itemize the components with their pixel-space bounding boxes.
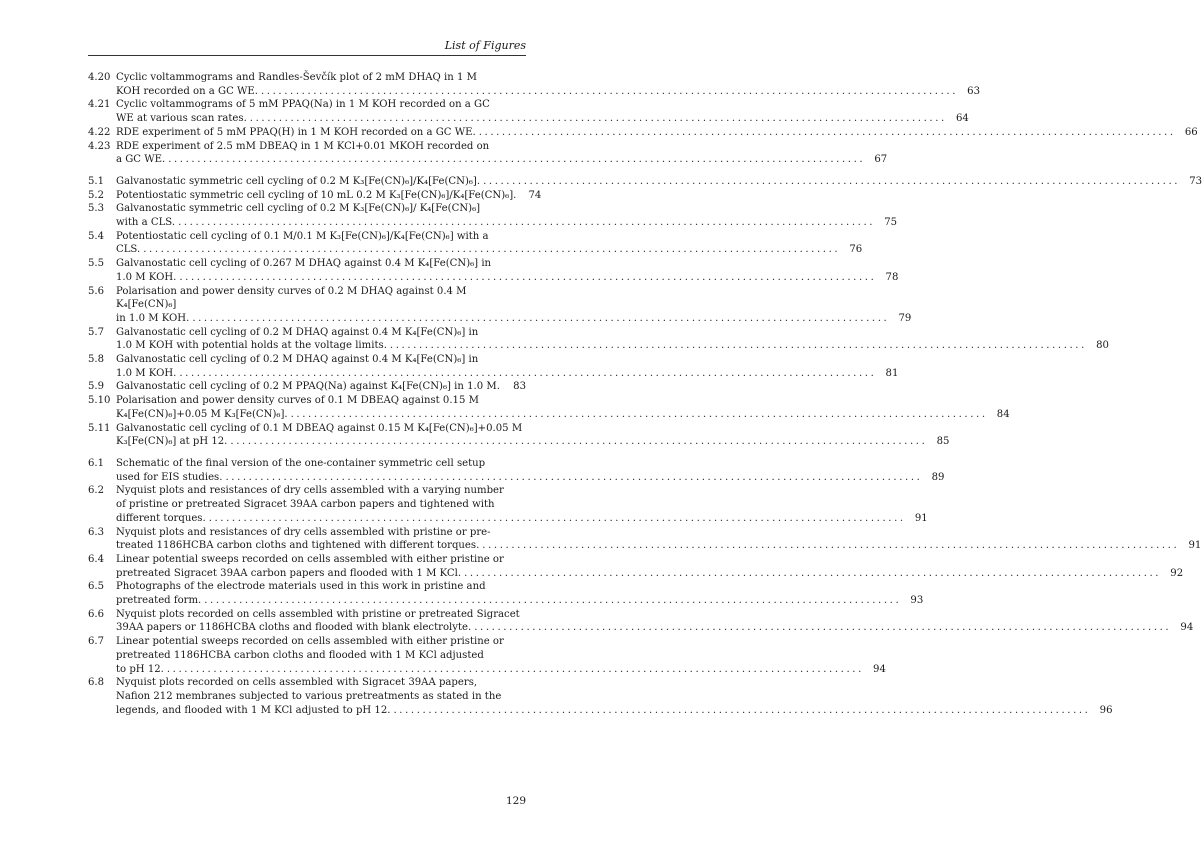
figure-entry[interactable]	[88, 553, 1184, 580]
figure-caption	[116, 140, 888, 167]
caption-line: used for EIS studies.	[116, 471, 223, 483]
figure-caption	[116, 257, 899, 284]
caption-last-line	[116, 85, 981, 99]
caption-last-line	[116, 380, 526, 394]
figure-page-number[interactable]: 89	[931, 471, 945, 483]
caption-line: RDE experiment of 5 mM PPAQ(H) in 1 M KOH recorded on a GC WE.	[116, 126, 476, 138]
dot-leader: ........................................................................................................................	[143, 244, 841, 256]
figure-entry[interactable]	[88, 140, 888, 167]
figure-entry[interactable]	[88, 353, 899, 380]
figure-number: 6.6	[88, 608, 105, 620]
dot-leader: ........................................................................................................................	[483, 175, 1181, 187]
caption-last-line	[116, 271, 899, 285]
figure-number: 5.6	[88, 285, 105, 297]
caption-line: Galvanostatic symmetric cell cycling of 0.2 M K₃[Fe(CN)₆]/ K₄[Fe(CN)₆]	[116, 203, 481, 215]
figure-entry[interactable]	[88, 71, 981, 98]
caption-line: legends, and flooded with 1 M KCl adjusted to pH 12.	[116, 704, 391, 716]
dot-leader: ........................................................................................................................	[179, 367, 877, 379]
caption-last-line	[116, 189, 542, 203]
caption-last-line	[116, 126, 1198, 140]
figure-page-number[interactable]: 66	[1184, 126, 1198, 138]
figure-page-number[interactable]: 94	[873, 663, 886, 675]
figure-page-number[interactable]: 85	[936, 436, 950, 448]
figure-number: 5.2	[88, 189, 105, 201]
caption-line: Schematic of the final version of the one-container symmetric cell setup	[116, 457, 486, 469]
figure-page-number[interactable]: 63	[967, 85, 981, 97]
caption-line: pretreated 1186HCBA carbon cloths and flooded with 1 M KCl adjusted	[116, 649, 484, 661]
dot-leader: ........................................................................................................................	[230, 436, 928, 448]
caption-line: WE at various scan rates.	[116, 113, 247, 125]
caption-line: to pH 12.	[116, 663, 164, 675]
figure-entry[interactable]	[88, 580, 924, 607]
figure-caption	[116, 553, 1184, 580]
figure-caption	[116, 608, 1194, 635]
figure-entry[interactable]	[88, 202, 898, 229]
caption-line: Galvanostatic symmetric cell cycling of 0.2 M K₃[Fe(CN)₆]/K₄[Fe(CN)₆].	[116, 175, 481, 187]
caption-line: Galvanostatic cell cycling of 0.2 M DHAQ against 0.4 M K₄[Fe(CN)₆] in	[116, 354, 479, 366]
figure-number: 5.8	[88, 354, 105, 366]
caption-line: 39AA papers or 1186HCBA cloths and flooded with blank electrolyte.	[116, 622, 472, 634]
caption-last-line	[116, 216, 898, 230]
figure-group-chapter	[88, 457, 1202, 717]
caption-line: CLS.	[116, 244, 141, 256]
caption-line: Polarisation and power density curves of 0.1 M DBEAQ against 0.15 M	[116, 395, 479, 407]
figure-caption	[116, 380, 526, 394]
caption-line: 1.0 M KOH.	[116, 367, 177, 379]
dot-leader: ........................................................................................................................	[393, 704, 1091, 716]
dot-leader: ........................................................................................................................	[168, 154, 866, 166]
caption-line: 1.0 M KOH.	[116, 271, 177, 283]
figure-page-number[interactable]: 91	[914, 512, 928, 524]
figure-entry[interactable]	[88, 98, 969, 125]
caption-last-line	[116, 539, 1202, 553]
caption-last-line	[116, 175, 1202, 189]
figure-number: 5.1	[88, 175, 105, 187]
caption-line: Galvanostatic cell cycling of 0.2 M DHAQ against 0.4 M K₄[Fe(CN)₆] in	[116, 326, 479, 338]
figure-number: 5.11	[88, 422, 111, 434]
caption-line: 1.0 M KOH with potential holds at the voltage limits.	[116, 340, 387, 352]
caption-line: a GC WE.	[116, 154, 166, 166]
dot-leader: ........................................................................................................................	[482, 540, 1180, 552]
figure-number: 6.3	[88, 526, 105, 538]
figure-entry[interactable]	[88, 457, 945, 484]
figure-number: 6.5	[88, 581, 105, 593]
caption-line: Galvanostatic cell cycling of 0.267 M DHAQ against 0.4 M K₄[Fe(CN)₆] in	[116, 258, 492, 270]
figure-page-number[interactable]: 96	[1099, 704, 1113, 716]
figure-page-number[interactable]: 91	[1188, 540, 1202, 552]
figure-page-number[interactable]: 74	[528, 189, 542, 201]
caption-line: treated 1186HCBA carbon cloths and tightened with different torques.	[116, 540, 480, 552]
caption-line: Cyclic voltammograms and Randles-Ševčík plot of 2 mM DHAQ in 1 M	[116, 72, 477, 83]
figure-number: 4.21	[88, 99, 111, 111]
figure-number: 6.7	[88, 636, 105, 648]
caption-last-line	[116, 663, 886, 677]
dot-leader: ........................................................................................................................	[260, 85, 959, 97]
figure-caption	[116, 353, 899, 380]
caption-line: Nyquist plots and resistances of dry cells assembled with pristine or pre-	[116, 526, 491, 538]
dot-leader: ........................................................................................................................	[290, 408, 988, 420]
caption-line: K₄[Fe(CN)₆]+0.05 M K₃[Fe(CN)₆].	[116, 408, 288, 420]
caption-line: Galvanostatic cell cycling of 0.1 M DBEAQ against 0.15 M K₄[Fe(CN)₆]+0.05 M	[116, 422, 523, 434]
figure-number: 6.4	[88, 553, 105, 565]
figure-page-number[interactable]: 78	[885, 271, 899, 283]
figure-entry[interactable]	[88, 175, 1202, 189]
dot-leader: ........................................................................................................................	[478, 126, 1176, 138]
caption-last-line	[116, 594, 924, 608]
figure-number: 5.7	[88, 326, 105, 338]
figure-page-number[interactable]: 76	[849, 244, 863, 256]
dot-leader: ........................................................................................................................	[192, 312, 890, 324]
figure-caption	[116, 285, 912, 326]
caption-line: Nyquist plots and resistances of dry cells assembled with a varying number	[116, 485, 504, 497]
figure-number: 5.10	[88, 395, 111, 407]
figure-page-number[interactable]: 64	[955, 113, 969, 125]
caption-line: Nyquist plots recorded on cells assembled with Sigracet 39AA papers,	[116, 677, 478, 689]
caption-last-line	[116, 367, 899, 381]
figure-entry[interactable]	[88, 676, 1113, 717]
figure-entry[interactable]	[88, 526, 1202, 553]
figure-page-number[interactable]: 67	[874, 154, 888, 166]
figure-group-chapter	[88, 71, 1198, 167]
dot-leader: ........................................................................................................................	[225, 471, 923, 483]
figure-number: 6.1	[88, 457, 105, 469]
dot-leader: ........................................................................................................................	[178, 217, 876, 229]
list-of-figures	[88, 71, 1202, 725]
caption-line: RDE experiment of 2.5 mM DBEAQ in 1 M KCl+0.01 MKOH recorded on	[116, 140, 490, 152]
figure-page-number[interactable]: 92	[1170, 567, 1184, 579]
caption-line: K₃[Fe(CN)₆] at pH 12.	[116, 436, 228, 448]
caption-line: of pristine or pretreated Sigracet 39AA carbon papers and tightened with	[116, 499, 495, 511]
caption-line: Linear potential sweeps recorded on cells assembled with either pristine or	[116, 636, 504, 648]
caption-line: pretreated Sigracet 39AA carbon papers and flooded with 1 M KCl.	[116, 567, 462, 579]
caption-line: Cyclic voltammograms of 5 mM PPAQ(Na) in 1 M KOH recorded on a GC	[116, 99, 490, 111]
figure-caption	[116, 635, 886, 676]
caption-last-line	[116, 512, 928, 526]
caption-last-line	[116, 312, 912, 326]
figure-caption	[116, 71, 981, 98]
caption-last-line	[116, 408, 1010, 422]
figure-caption	[116, 676, 1113, 717]
dot-leader: ........................................................................................................................	[179, 271, 877, 283]
caption-line: in 1.0 M KOH.	[116, 312, 190, 324]
figure-number: 4.22	[88, 126, 111, 138]
figure-entry[interactable]	[88, 257, 899, 284]
figure-number: 5.4	[88, 230, 105, 242]
caption-line: KOH recorded on a GC WE.	[116, 85, 258, 97]
figure-entry[interactable]	[88, 608, 1194, 635]
figure-caption	[116, 457, 945, 484]
caption-line: Photographs of the electrode materials used in this work in pristine and	[116, 581, 486, 593]
figure-entry[interactable]	[88, 126, 1198, 140]
figure-entry[interactable]	[88, 189, 542, 203]
figure-page-number[interactable]: 79	[898, 312, 912, 324]
caption-line: pretreated form.	[116, 595, 202, 607]
figure-entry[interactable]	[88, 380, 526, 394]
figure-caption	[116, 394, 1010, 421]
dot-leader: ........................................................................................................................	[464, 567, 1162, 579]
caption-line: Potentiostatic cell cycling of 0.1 M/0.1 M K₃[Fe(CN)₆]/K₄[Fe(CN)₆] with a	[116, 230, 489, 242]
figure-entry[interactable]	[88, 230, 863, 257]
dot-leader	[503, 380, 504, 394]
figure-entry[interactable]	[88, 394, 1010, 421]
caption-line: Potentiostatic symmetric cell cycling of 10 mL 0.2 M K₃[Fe(CN)₆]/K₄[Fe(CN)₆].	[116, 189, 517, 201]
figure-caption	[116, 422, 950, 449]
caption-line: Polarisation and power density curves of 0.2 M DHAQ against 0.4 M K₄[Fe(CN)₆]	[116, 285, 467, 311]
page-number: 129	[505, 795, 526, 807]
caption-last-line	[116, 243, 863, 257]
figure-entry[interactable]	[88, 484, 928, 525]
caption-line: Galvanostatic cell cycling of 0.2 M PPAQ(Na) against K₄[Fe(CN)₆] in 1.0 M.	[116, 381, 500, 393]
figure-entry[interactable]	[88, 422, 950, 449]
figure-caption	[116, 484, 928, 525]
figure-entry[interactable]	[88, 285, 912, 326]
figure-number: 5.3	[88, 203, 105, 215]
header-rule	[88, 55, 526, 56]
figure-group-chapter	[88, 175, 1202, 449]
figure-caption	[116, 230, 863, 257]
dot-leader: ........................................................................................................................	[166, 663, 864, 675]
dot-leader: ........................................................................................................................	[249, 113, 947, 125]
figure-page-number[interactable]: 83	[513, 381, 526, 393]
figure-number: 6.2	[88, 485, 105, 497]
dot-leader: ........................................................................................................................	[208, 512, 906, 524]
running-head-title: List of Figures	[444, 39, 526, 52]
figure-page-number[interactable]: 81	[885, 367, 899, 379]
caption-line: with a CLS.	[116, 217, 176, 229]
figure-number: 5.9	[88, 381, 105, 393]
figure-page-number[interactable]: 94	[1180, 622, 1194, 634]
caption-last-line	[116, 471, 945, 485]
caption-last-line	[116, 153, 888, 167]
figure-number: 5.5	[88, 258, 105, 270]
dot-leader: ........................................................................................................................	[389, 340, 1087, 352]
dot-leader: ........................................................................................................................	[474, 622, 1172, 634]
caption-line: Nyquist plots recorded on cells assembled with pristine or pretreated Sigracet	[116, 608, 520, 620]
caption-last-line	[116, 339, 1109, 353]
figure-page-number[interactable]: 80	[1096, 340, 1109, 352]
figure-caption	[116, 98, 969, 125]
caption-line: Linear potential sweeps recorded on cells assembled with either pristine or	[116, 553, 504, 565]
figure-caption	[116, 526, 1202, 553]
caption-last-line	[116, 112, 969, 126]
figure-page-number[interactable]: 75	[884, 217, 898, 229]
figure-caption	[116, 202, 898, 229]
caption-last-line	[116, 704, 1113, 718]
caption-line: Nafion 212 membranes subjected to various pretreatments as stated in the	[116, 690, 502, 702]
figure-caption	[116, 326, 1109, 353]
caption-line: different torques.	[116, 512, 206, 524]
figure-entry[interactable]	[88, 326, 1109, 353]
dot-leader: ........................................................................................................................	[204, 595, 902, 607]
figure-number: 6.8	[88, 677, 105, 689]
figure-caption	[116, 189, 542, 203]
figure-caption	[116, 580, 924, 607]
caption-last-line	[116, 435, 950, 449]
figure-number: 4.20	[88, 72, 111, 83]
figure-caption	[116, 175, 1202, 189]
figure-entry[interactable]	[88, 635, 886, 676]
figure-page-number[interactable]: 73	[1189, 175, 1202, 187]
figure-number: 4.23	[88, 140, 111, 152]
figure-caption	[116, 126, 1198, 140]
figure-page-number[interactable]: 93	[910, 595, 924, 607]
caption-last-line	[116, 567, 1184, 581]
figure-page-number[interactable]: 84	[996, 408, 1010, 420]
caption-last-line	[116, 621, 1194, 635]
